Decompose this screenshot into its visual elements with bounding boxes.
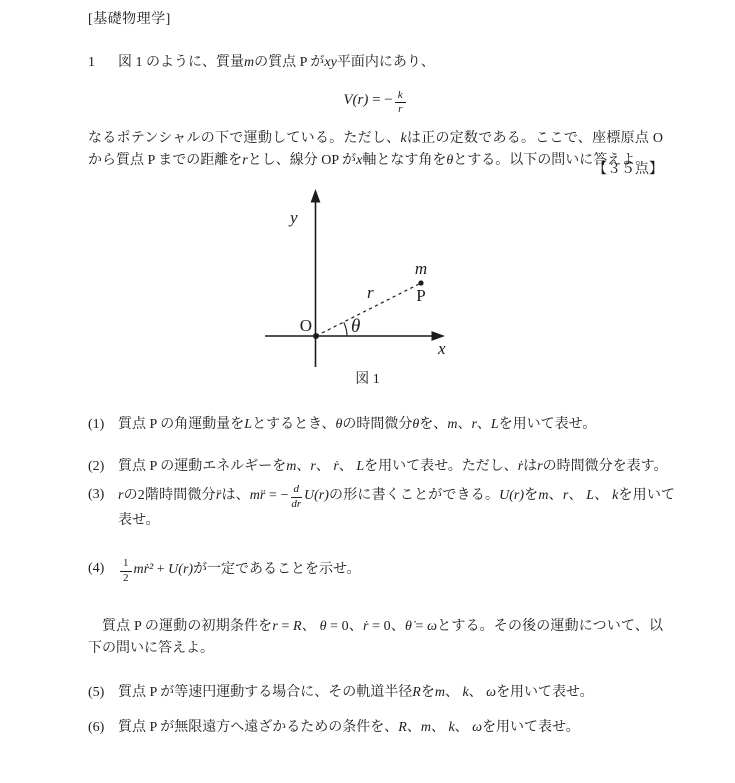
question-1-text: 質点 P の角運動量をLとするとき、θの時間微分θ̇を、m、r、Lを用いて表せ。 <box>118 417 597 432</box>
problem-body-text: なるポテンシャルの下で運動している。ただし、kは正の定数である。ここで、座標原点 O から質点 P までの距離をrとし、線分 OP がx軸となす角をθとする。以下の問いに答えよ。 <box>88 131 663 168</box>
figure-1-canvas <box>228 186 508 370</box>
question-5-text: 質点 P が等速円運動する場合に、その軌道半径Rをm、 k、 ωを用いて表せ。 <box>118 685 594 701</box>
y-axis-arrow <box>310 189 320 203</box>
figure-1 <box>0 186 735 390</box>
angle-label: θ <box>350 316 360 337</box>
question-6 <box>88 717 675 739</box>
figure-caption: 図 1 <box>355 372 380 387</box>
point-p-label: P <box>415 286 426 305</box>
points-badge: 【３５点】 <box>593 162 663 177</box>
question-5-number: (5) <box>88 685 105 701</box>
origin-label: O <box>299 316 312 335</box>
initial-conditions-paragraph: 質点 P の運動の初期条件をr = R、 θ = 0、ṙ = 0、θ̇ = ωとする。その後の運動について、以下の問いに答えよ。 <box>88 619 663 657</box>
radius-label: r <box>366 283 374 302</box>
mass-label: m <box>414 259 427 278</box>
angle-arc <box>343 322 346 336</box>
problem-number: 1 <box>88 55 95 70</box>
question-2-text: 質点 P の運動エネルギーをm、r、 ṙ、 Lを用いて表せ。ただし、ṙはrの時間微分を表す。 <box>118 459 668 474</box>
subject-header: [基礎物理学] <box>88 12 171 27</box>
question-4-number: (4) <box>88 561 105 577</box>
question-3 <box>88 484 675 532</box>
origin-dot <box>313 333 319 339</box>
x-axis-label: x <box>437 339 446 358</box>
problem-intro-text: 図 1 のように、質量mの質点 P がxy平面内にあり、 <box>118 55 435 70</box>
question-3-text: rの2階時間微分r̈は、mr̈ = − $\frac{d}{dr}$ U(r)の形に書くことができる。U(r)をm、r、 L、 kを用いて表せ。 <box>118 483 676 529</box>
question-2-number: (2) <box>88 459 105 474</box>
question-2 <box>88 456 675 478</box>
point-p-dot <box>418 280 423 285</box>
question-5 <box>88 682 675 704</box>
question-6-number: (6) <box>88 720 105 736</box>
problem-1-line <box>88 52 663 74</box>
question-3-number: (3) <box>88 487 105 502</box>
y-axis-label: y <box>289 208 298 227</box>
question-1 <box>88 414 675 436</box>
question-4 <box>88 558 675 584</box>
question-6-text: 質点 P が無限遠方へ遠ざかるための条件を、R、m、 k、 ωを用いて表せ。 <box>118 720 580 736</box>
question-4-text: $\frac{1}{2}$ mṙ² + U(r)が一定であることを示せ。 <box>118 558 675 584</box>
potential-equation: V(r) = − $\frac{k}{r}$ <box>88 82 663 118</box>
question-1-number: (1) <box>88 417 105 432</box>
